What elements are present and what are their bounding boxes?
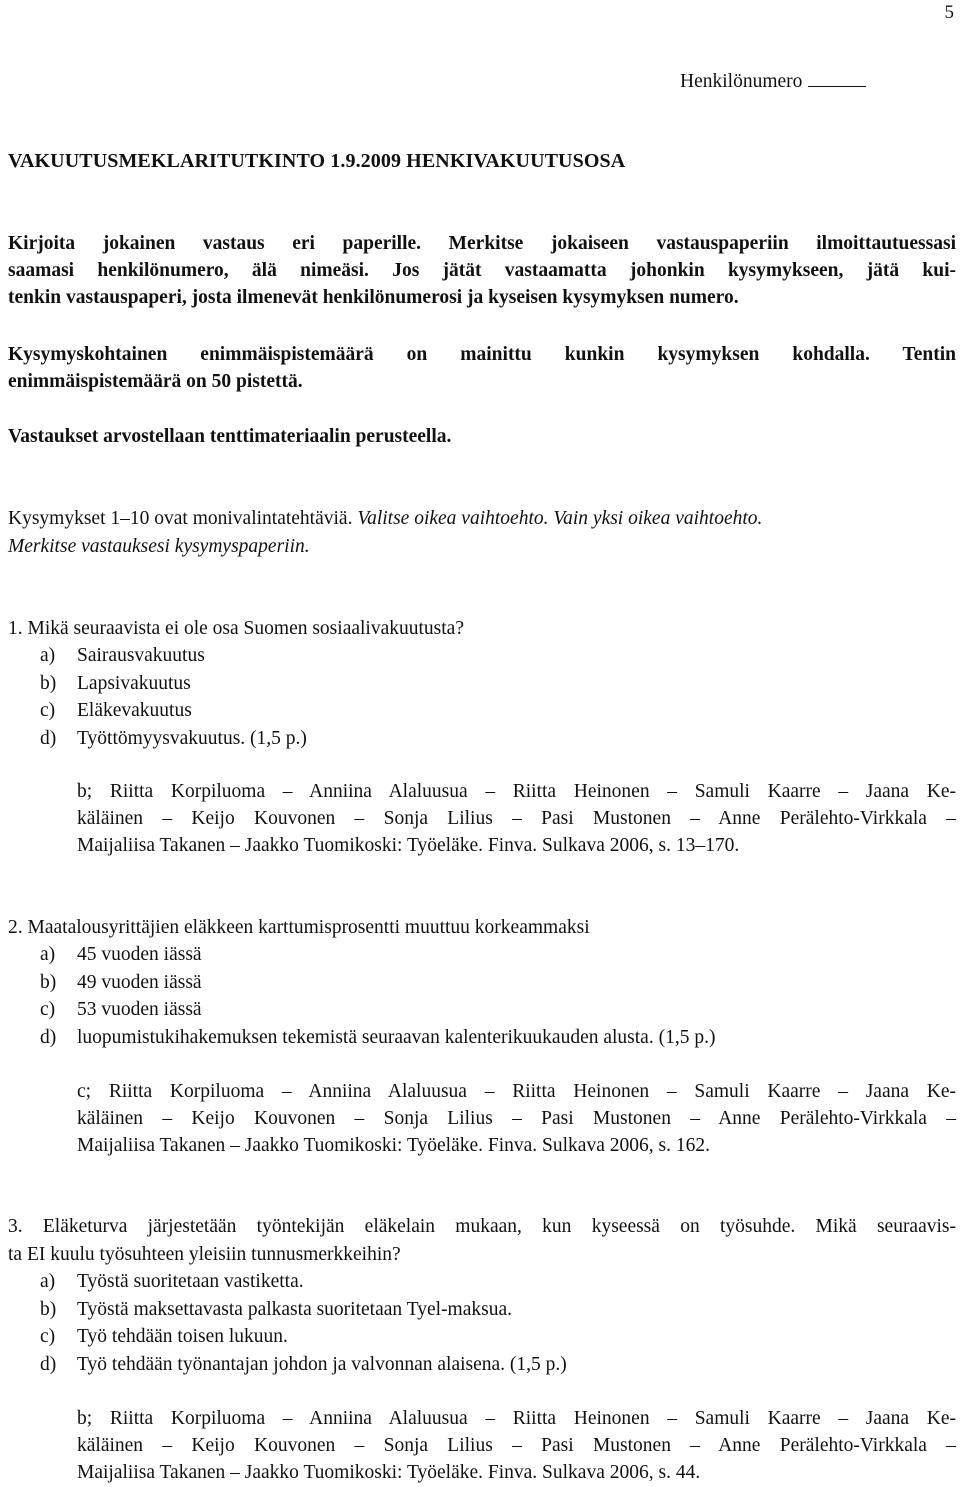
option-letter: c) xyxy=(40,700,56,721)
option-letter: b) xyxy=(40,971,57,993)
instructions-line: Kysymyskohtainen enimmäispistemäärä on mainittu kunkin kysymyksen kohdalla. Tentin xyxy=(8,344,956,365)
instructions-line: Kirjoita jokainen vastaus eri paperille. Merkitse jokaiseen vastauspaperiin ilmoittautuessasi xyxy=(8,233,956,254)
option-letter: a) xyxy=(40,944,56,965)
instructions-paragraph-1 xyxy=(8,230,956,311)
option-text: Työ tehdään työnantajan johdon ja valvonnan alaisena. (1,5 p.) xyxy=(77,1353,567,1375)
option-text: Eläkevakuutus xyxy=(77,700,192,721)
option-letter: a) xyxy=(40,645,56,666)
option-text: Lapsivakuutus xyxy=(77,672,191,694)
option-letter: d) xyxy=(40,1353,57,1375)
option-text: Työttömyysvakuutus. (1,5 p.) xyxy=(77,727,307,749)
question-2-title: 2. Maatalousyrittäjien eläkkeen karttumisprosentti muuttuu korkeammaksi xyxy=(8,917,590,938)
option-text: Työ tehdään toisen lukuun. xyxy=(77,1326,288,1347)
instructions-paragraph-2 xyxy=(8,341,956,395)
option-letter: c) xyxy=(40,1326,56,1347)
reference-line: c; Riitta Korpiluoma – Anniina Alaluusua – Riitta Heinonen – Samuli Kaarre – Jaana Ke- xyxy=(77,1081,956,1102)
question-3-title xyxy=(8,1213,956,1268)
id-number-label: Henkilönumero xyxy=(680,71,803,92)
question-2-options xyxy=(40,941,715,1051)
reference-line: Maijaliisa Takanen – Jaakko Tuomikoski: Työeläke. Finva. Sulkava 2006, s. 13–170. xyxy=(77,835,740,856)
option-text: 49 vuoden iässä xyxy=(77,971,202,993)
id-number-line xyxy=(680,70,866,93)
mc-intro-text: Kysymykset 1–10 ovat monivalintatehtäviä. xyxy=(8,508,353,529)
reference-line: käläinen – Keijo Kouvonen – Sonja Lilius – Pasi Mustonen – Anne Perälehto-Virkkala – xyxy=(77,1108,956,1129)
option xyxy=(40,697,307,725)
question-1-title: 1. Mikä seuraavista ei ole osa Suomen sosiaalivakuutusta? xyxy=(8,618,464,639)
instructions-line: saamasi henkilönumero, älä nimeäsi. Jos jätät vastaamatta johonkin kysymykseen, jätä kui- xyxy=(8,260,956,281)
option-letter: b) xyxy=(40,1298,57,1320)
instructions-line: tenkin vastauspaperi, josta ilmenevät henkilönumerosi ja kyseisen kysymyksen numero. xyxy=(8,287,739,308)
mc-intro-italic: Merkitse vastauksesi kysymyspaperiin. xyxy=(8,535,310,557)
exam-title: VAKUUTUSMEKLARITUTKINTO 1.9.2009 HENKIVAKUUTUSOSA xyxy=(8,150,626,172)
option-letter: b) xyxy=(40,672,57,694)
question-3-title-line: ta EI kuulu työsuhteen yleisiin tunnusmerkkeihin? xyxy=(8,1243,401,1265)
option-text: Työstä suoritetaan vastiketta. xyxy=(77,1271,304,1292)
multiple-choice-intro xyxy=(8,505,956,560)
option xyxy=(40,1296,567,1324)
option xyxy=(40,1351,567,1379)
option-letter: d) xyxy=(40,1026,57,1048)
option-text: luopumistukihakemuksen tekemistä seuraavan kalenterikuukauden alusta. (1,5 p.) xyxy=(77,1026,716,1048)
page-number: 5 xyxy=(944,2,954,23)
reference-line: b; Riitta Korpiluoma – Anniina Alaluusua – Riitta Heinonen – Samuli Kaarre – Jaana Ke- xyxy=(77,1408,956,1429)
option-letter: c) xyxy=(40,999,56,1020)
question-2-answer-reference xyxy=(77,1078,956,1159)
instructions-line: enimmäispistemäärä on 50 pistettä. xyxy=(8,371,303,392)
reference-line: Maijaliisa Takanen – Jaakko Tuomikoski: Työeläke. Finva. Sulkava 2006, s. 162. xyxy=(77,1135,710,1156)
reference-line: Maijaliisa Takanen – Jaakko Tuomikoski: Työeläke. Finva. Sulkava 2006, s. 44. xyxy=(77,1462,701,1483)
option xyxy=(40,941,715,969)
option-letter: d) xyxy=(40,727,57,749)
option xyxy=(40,996,715,1024)
question-3-answer-reference xyxy=(77,1405,956,1486)
option xyxy=(40,670,307,698)
question-1-options xyxy=(40,642,307,752)
question-3-options xyxy=(40,1268,567,1378)
option xyxy=(40,725,307,753)
option xyxy=(40,1024,715,1052)
option-text: Sairausvakuutus xyxy=(77,645,205,666)
option xyxy=(40,1323,567,1351)
option-text: Työstä maksettavasta palkasta suoritetaan Tyel-maksua. xyxy=(77,1298,512,1320)
option xyxy=(40,1268,567,1296)
instructions-line: Vastaukset arvostellaan tenttimateriaalin perusteella. xyxy=(8,426,452,447)
instructions-paragraph-3 xyxy=(8,423,956,450)
option-letter: a) xyxy=(40,1271,56,1292)
option-text: 53 vuoden iässä xyxy=(77,999,202,1020)
reference-line: b; Riitta Korpiluoma – Anniina Alaluusua – Riitta Heinonen – Samuli Kaarre – Jaana Ke- xyxy=(77,781,956,802)
option-text: 45 vuoden iässä xyxy=(77,944,202,965)
question-1-answer-reference xyxy=(77,778,956,859)
question-3-title-line: 3. Eläketurva järjestetään työntekijän eläkelain mukaan, kun kyseessä on työsuhde. Mikä seuraavis- xyxy=(8,1216,956,1237)
id-number-blank xyxy=(808,70,866,87)
option xyxy=(40,642,307,670)
mc-intro-italic: Valitse oikea vaihtoehto. Vain yksi oikea vaihtoehto. xyxy=(357,508,763,529)
option xyxy=(40,969,715,997)
reference-line: käläinen – Keijo Kouvonen – Sonja Lilius – Pasi Mustonen – Anne Perälehto-Virkkala – xyxy=(77,808,956,829)
reference-line: käläinen – Keijo Kouvonen – Sonja Lilius – Pasi Mustonen – Anne Perälehto-Virkkala – xyxy=(77,1435,956,1456)
